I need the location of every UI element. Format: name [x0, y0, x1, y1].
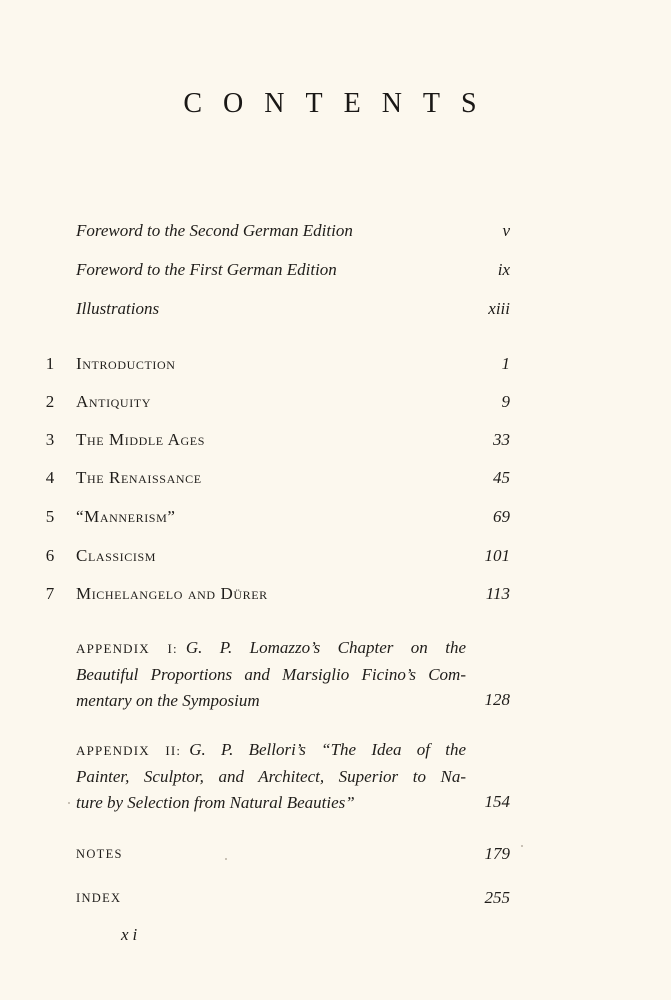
appendix-text: G. P. Lomazzo’s Chapter on the: [185, 638, 466, 657]
chapter-page: 9: [501, 392, 510, 411]
paper-speck: [225, 858, 227, 860]
toc-entry-notes[interactable]: [0, 841, 671, 867]
chapter-number: 2: [45, 392, 55, 411]
toc-entry-foreword-first[interactable]: [0, 257, 671, 283]
paper-speck: [521, 845, 523, 847]
toc-entry-index[interactable]: [0, 885, 671, 911]
appendix-prefix: APPENDIX I:: [76, 641, 178, 656]
toc-chapter-5[interactable]: [0, 504, 671, 530]
chapter-title: The Middle Ages: [76, 430, 205, 449]
toc-entry-page: v: [502, 221, 510, 240]
toc-entry-page: xiii: [488, 299, 510, 318]
chapter-number: 3: [45, 430, 55, 449]
appendix-page: 128: [484, 690, 510, 709]
toc-entry-page: 179: [484, 844, 510, 863]
toc-appendix-2-page-row: [0, 789, 671, 815]
chapter-title: Classicism: [76, 546, 157, 565]
toc-entry-label: INDEX: [76, 891, 122, 905]
chapter-title: Antiquity: [76, 392, 151, 411]
chapter-page: 101: [484, 546, 510, 565]
toc-appendix-1-page-row: [0, 687, 671, 713]
toc-chapter-6[interactable]: [0, 543, 671, 569]
paper-speck: [68, 802, 70, 804]
toc-chapter-7[interactable]: [0, 581, 671, 607]
chapter-page: 1: [501, 354, 510, 373]
toc-entry-label: Foreword to the First German Edition: [76, 260, 337, 279]
chapter-number: 4: [45, 468, 55, 487]
toc-chapter-2[interactable]: [0, 389, 671, 415]
page-folio: xi: [121, 925, 142, 944]
toc-entry-label: Foreword to the Second German Edition: [76, 221, 353, 240]
chapter-title: Introduction: [76, 354, 176, 373]
toc-entry-page: 255: [484, 888, 510, 907]
appendix-line: Beautiful Proportions and Marsiglio Ficino’s Com-: [76, 665, 466, 684]
appendix-line: Painter, Sculptor, and Architect, Superior to Na-: [76, 767, 466, 786]
chapter-number: 7: [45, 584, 55, 603]
toc-entry-page: ix: [497, 260, 510, 279]
toc-entry-label: NOTES: [76, 847, 123, 861]
chapter-page: 45: [493, 468, 510, 487]
toc-entry-label: Illustrations: [76, 299, 160, 318]
appendix-line: [76, 737, 466, 764]
appendix-page: 154: [484, 792, 510, 811]
toc-chapter-4[interactable]: [0, 465, 671, 491]
appendix-line: [76, 635, 466, 662]
appendix-line: mentary on the Symposium: [76, 691, 260, 710]
toc-entry-foreword-second[interactable]: [0, 218, 671, 244]
chapter-number: 1: [45, 354, 55, 373]
chapter-title: Michelangelo and Dürer: [76, 584, 268, 603]
chapter-page: 33: [493, 430, 510, 449]
chapter-title: The Renaissance: [76, 468, 202, 487]
chapter-title: “Mannerism”: [76, 507, 176, 526]
page-title: CONTENTS: [183, 88, 498, 119]
toc-entry-illustrations[interactable]: [0, 296, 671, 322]
toc-chapter-1[interactable]: [0, 351, 671, 377]
chapter-page: 69: [493, 507, 510, 526]
appendix-line: ture by Selection from Natural Beauties”: [76, 793, 355, 812]
appendix-prefix: APPENDIX II:: [76, 743, 182, 758]
chapter-number: 5: [45, 507, 55, 526]
toc-chapter-3[interactable]: [0, 427, 671, 453]
chapter-page: 113: [485, 584, 510, 603]
appendix-text: G. P. Bellori’s “The Idea of the: [189, 740, 466, 759]
chapter-number: 6: [45, 546, 55, 565]
